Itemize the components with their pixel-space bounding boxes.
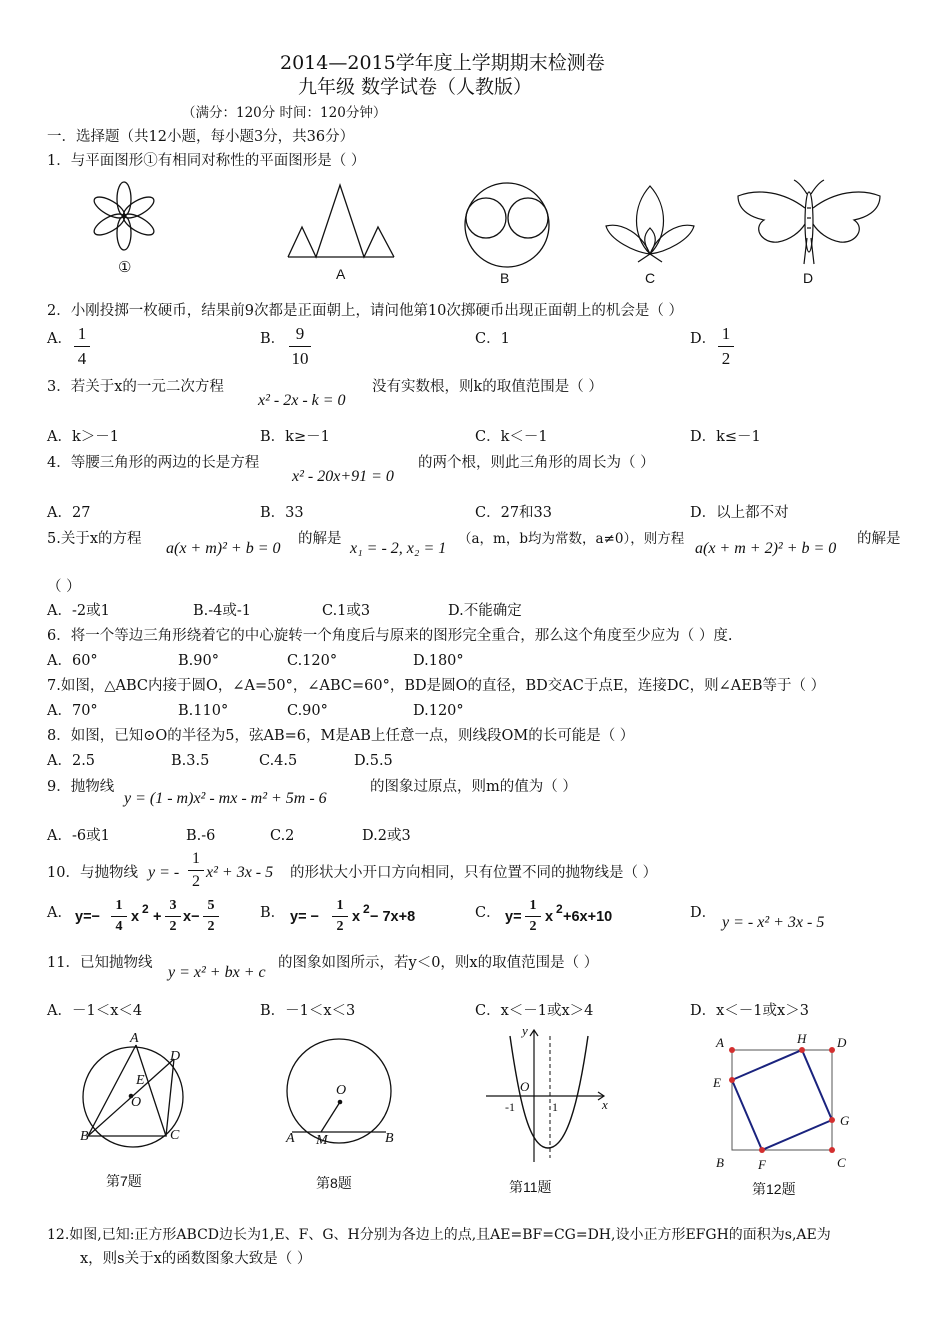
q10-b-frac — [332, 898, 348, 935]
q4-option-b: B．33 — [260, 505, 304, 521]
q10-c-rest: +6x+10 — [563, 909, 613, 925]
q7-option-c: C.90° — [287, 703, 328, 719]
q7-option-d: D.120° — [413, 703, 464, 719]
denominator: 2 — [336, 919, 344, 934]
numerator: 9 — [295, 324, 305, 343]
q5-option-a: A．-2或1 — [47, 603, 110, 619]
q10-c-y: y= — [505, 909, 522, 925]
denominator: 2 — [169, 919, 177, 934]
q5-stem-c: （a，m，b均为常数，a≠0），则方程 — [458, 531, 685, 547]
q12-line2: x，则s关于x的函数图象大致是（ ） — [80, 1251, 312, 1267]
numerator: 3 — [169, 898, 177, 913]
q1-label-1: ① — [118, 258, 132, 276]
q11-stem-a: 11．已知抛物线 — [47, 955, 153, 971]
q12-line1: 12.如图,已知:正方形ABCD边长为1,E、F、G、H分别为各边上的点,且AE=BF=CG=DH,设小正方形EFGH的面积为s,AE为 — [47, 1227, 831, 1243]
q7-option-b: B.110° — [178, 703, 229, 719]
q3-option-a: A．k＞－1 — [47, 429, 119, 445]
q5-option-b: B.-4或-1 — [193, 603, 252, 619]
q1-label-a: A — [336, 266, 346, 282]
q5-stem-b: 的解是 — [298, 531, 342, 547]
q5-stem-d: 的解是 — [857, 531, 901, 547]
q1-figure-circles — [462, 180, 552, 270]
q2-option-d: D． — [690, 331, 717, 347]
q9-option-d: D.2或3 — [362, 828, 411, 844]
fig8-label-o: O — [336, 1083, 347, 1098]
q4-option-c: C．27和33 — [475, 505, 552, 521]
q10-a-frac1 — [111, 898, 127, 935]
q9-option-c: C.2 — [270, 828, 295, 844]
fig7-label-o: O — [131, 1095, 142, 1110]
fig7-label-a: A — [130, 1031, 139, 1046]
q10-a-plus: + — [153, 909, 162, 925]
q11-stem-b: 的图象如图所示，若y＜0，则x的取值范围是（ ） — [278, 955, 599, 971]
fig11-label-1: 1 — [552, 1100, 558, 1114]
q4-option-a: A．27 — [47, 505, 91, 521]
q2-frac-a — [74, 324, 90, 369]
q10-a-x: x — [131, 909, 140, 925]
q7-option-a: A．70° — [47, 703, 98, 719]
fig7-caption: 第7题 — [106, 1173, 142, 1189]
q4-equation: x² - 20x+91 = 0 — [292, 468, 394, 485]
section-heading: 一．选择题（共12小题，每小题3分，共36分） — [47, 129, 355, 145]
q4-option-d: D．以上都不对 — [690, 505, 789, 521]
fig7-label-e: E — [136, 1073, 145, 1088]
fig12-label-b: B — [716, 1155, 724, 1170]
q10-stem-b: 的形状大小开口方向相同，只有位置不同的抛物线是（ ） — [290, 865, 658, 881]
q7-stem: 7.如图，△ABC内接于圆O，∠A=50°，∠ABC=60°，BD是圆O的直径，BD交AC于点E，连接DC，则∠AEB等于（ ） — [47, 678, 826, 694]
q3-option-b: B．k≥－1 — [260, 429, 330, 445]
q3-stem-a: 3．若关于x的一元二次方程 — [47, 379, 224, 395]
title-line2: 九年级 数学试卷（人教版） — [298, 76, 533, 98]
q1-label-d: D — [803, 270, 814, 286]
q10-c-exp: 2 — [556, 902, 563, 916]
q10-c-x: x — [545, 909, 554, 925]
numerator: 5 — [207, 898, 215, 913]
denominator: 2 — [721, 349, 731, 368]
q10-a-y: y=− — [75, 909, 100, 925]
q10-a-frac3 — [203, 898, 219, 935]
q10-a-x2: x− — [183, 909, 200, 925]
q2-frac-b — [289, 324, 311, 369]
title-line1: 2014—2015学年度上学期期末检测卷 — [280, 52, 605, 74]
q8-option-d: D.5.5 — [354, 753, 393, 769]
figure-11 — [482, 1026, 612, 1166]
fig11-label-neg1: -1 — [505, 1100, 515, 1114]
q2-option-a: A． — [47, 331, 72, 347]
numerator: 1 — [192, 850, 200, 867]
q11-option-d: D．x＜－1或x＞3 — [690, 1003, 809, 1019]
fig11-label-o: O — [520, 1079, 530, 1094]
numerator: 1 — [336, 898, 344, 913]
q2-frac-d — [718, 324, 734, 369]
q3-stem-b: 没有实数根，则k的取值范围是（ ） — [372, 379, 603, 395]
fig7-label-b: B — [80, 1129, 89, 1144]
q8-option-a: A．2.5 — [47, 753, 96, 769]
q10-a-exp: 2 — [142, 902, 149, 916]
q10-stem-frac — [188, 850, 204, 891]
numerator: 1 — [77, 324, 87, 343]
q10-b-rest: − 7x+8 — [370, 909, 416, 925]
q8-option-c: C.4.5 — [259, 753, 298, 769]
fig11-caption: 第11题 — [509, 1179, 552, 1195]
q1-figure-flower — [88, 180, 160, 252]
q8-stem: 8．如图，已知⊙O的半径为5，弦AB=6，M是AB上任意一点，则线段OM的长可能是（ ） — [47, 728, 635, 744]
q2-option-b: B． — [260, 331, 286, 347]
fig12-label-c: C — [837, 1155, 846, 1170]
q10-option-b: B． — [260, 905, 286, 921]
denominator: 4 — [77, 349, 87, 368]
q11-option-b: B．－1＜x＜3 — [260, 1003, 356, 1019]
q5-stem-a: 5.关于x的方程 — [47, 531, 142, 547]
fig8-label-a: A — [286, 1131, 295, 1146]
denominator: 2 — [529, 919, 537, 934]
fig7-label-d: D — [170, 1049, 181, 1064]
q2-stem: 2．小刚投掷一枚硬币，结果前9次都是正面朝上，请问他第10次掷硬币出现正面朝上的机会是（ ） — [47, 303, 684, 319]
denominator: 2 — [192, 873, 200, 890]
numerator: 1 — [115, 898, 123, 913]
q9-option-a: A．-6或1 — [47, 828, 110, 844]
denominator: 10 — [291, 349, 309, 368]
q10-b-x: x — [352, 909, 361, 925]
q1-label-b: B — [500, 270, 510, 286]
q10-eq-pre: y = - — [148, 864, 180, 881]
q5-equation-3: a(x + m + 2)² + b = 0 — [695, 540, 837, 557]
q1-figure-butterfly — [734, 178, 884, 268]
fig7-label-c: C — [170, 1128, 180, 1143]
q5-option-c: C.1或3 — [322, 603, 371, 619]
q11-equation: y = x² + bx + c — [168, 964, 266, 981]
q3-option-c: C．k＜－1 — [475, 429, 548, 445]
q6-option-b: B.90° — [178, 653, 219, 669]
fig12-label-a: A — [716, 1035, 724, 1050]
q10-a-frac2 — [165, 898, 181, 935]
q10-option-d-expr: y = - x² + 3x - 5 — [722, 914, 825, 931]
denominator: 4 — [115, 919, 123, 934]
q10-stem-a: 10．与抛物线 — [47, 865, 138, 881]
q5-option-d: D.不能确定 — [448, 603, 522, 619]
q6-option-c: C.120° — [287, 653, 338, 669]
fig12-caption: 第12题 — [752, 1181, 796, 1197]
q10-option-c: C． — [475, 905, 501, 921]
fig11-label-y: y — [522, 1023, 528, 1038]
q2-option-c: C．1 — [475, 331, 510, 347]
fig12-label-d: D — [837, 1035, 847, 1050]
q10-c-frac — [525, 898, 541, 935]
q10-b-exp: 2 — [363, 902, 370, 916]
fig8-label-m: M — [316, 1133, 328, 1148]
q6-stem: 6．将一个等边三角形绕着它的中心旋转一个角度后与原来的图形完全重合，那么这个角度至少应为（ ）度. — [47, 628, 733, 644]
q4-stem-a: 4．等腰三角形的两边的长是方程 — [47, 455, 260, 471]
q3-equation: x² - 2x - k = 0 — [258, 392, 346, 409]
q1-label-c: C — [645, 270, 656, 286]
q5-equation-2: x₁ = - 2, x₂ = 1 — [350, 540, 447, 557]
q9-equation: y = (1 - m)x² - mx - m² + 5m - 6 — [124, 790, 327, 807]
fig8-label-b: B — [385, 1131, 394, 1146]
numerator: 1 — [529, 898, 537, 913]
q5-equation-1: a(x + m)² + b = 0 — [166, 540, 281, 557]
fig8-caption: 第8题 — [316, 1175, 352, 1191]
figure-12 — [726, 1042, 838, 1154]
exam-meta: （满分：120分 时间：120分钟） — [182, 105, 387, 121]
fig12-label-e: E — [713, 1075, 721, 1090]
q1-figure-lotus — [604, 182, 696, 264]
q9-stem-a: 9．抛物线 — [47, 779, 115, 795]
q10-b-y: y= − — [290, 909, 320, 925]
q9-option-b: B.-6 — [186, 828, 216, 844]
q10-option-d: D． — [690, 905, 717, 921]
fig12-label-h: H — [797, 1031, 807, 1046]
q6-option-d: D.180° — [413, 653, 464, 669]
fig11-label-x: x — [602, 1097, 608, 1112]
numerator: 1 — [721, 324, 731, 343]
q1-stem: 1．与平面图形①有相同对称性的平面图形是（ ） — [47, 153, 366, 169]
denominator: 2 — [207, 919, 215, 934]
q8-option-b: B.3.5 — [171, 753, 210, 769]
fig12-label-f: F — [758, 1157, 766, 1172]
q11-option-c: C．x＜－1或x＞4 — [475, 1003, 594, 1019]
q3-option-d: D．k≤－1 — [690, 429, 761, 445]
q9-stem-b: 的图象过原点，则m的值为（ ） — [370, 779, 577, 795]
q1-figure-triangles — [286, 183, 398, 259]
q11-option-a: A．－1＜x＜4 — [47, 1003, 143, 1019]
q6-option-a: A．60° — [47, 653, 98, 669]
q4-stem-b: 的两个根，则此三角形的周长为（ ） — [418, 455, 655, 471]
q10-option-a: A． — [47, 905, 72, 921]
q10-eq-post: x² + 3x - 5 — [206, 864, 274, 881]
q5-stem-e: （ ） — [47, 579, 81, 595]
fig12-label-g: G — [840, 1113, 850, 1128]
